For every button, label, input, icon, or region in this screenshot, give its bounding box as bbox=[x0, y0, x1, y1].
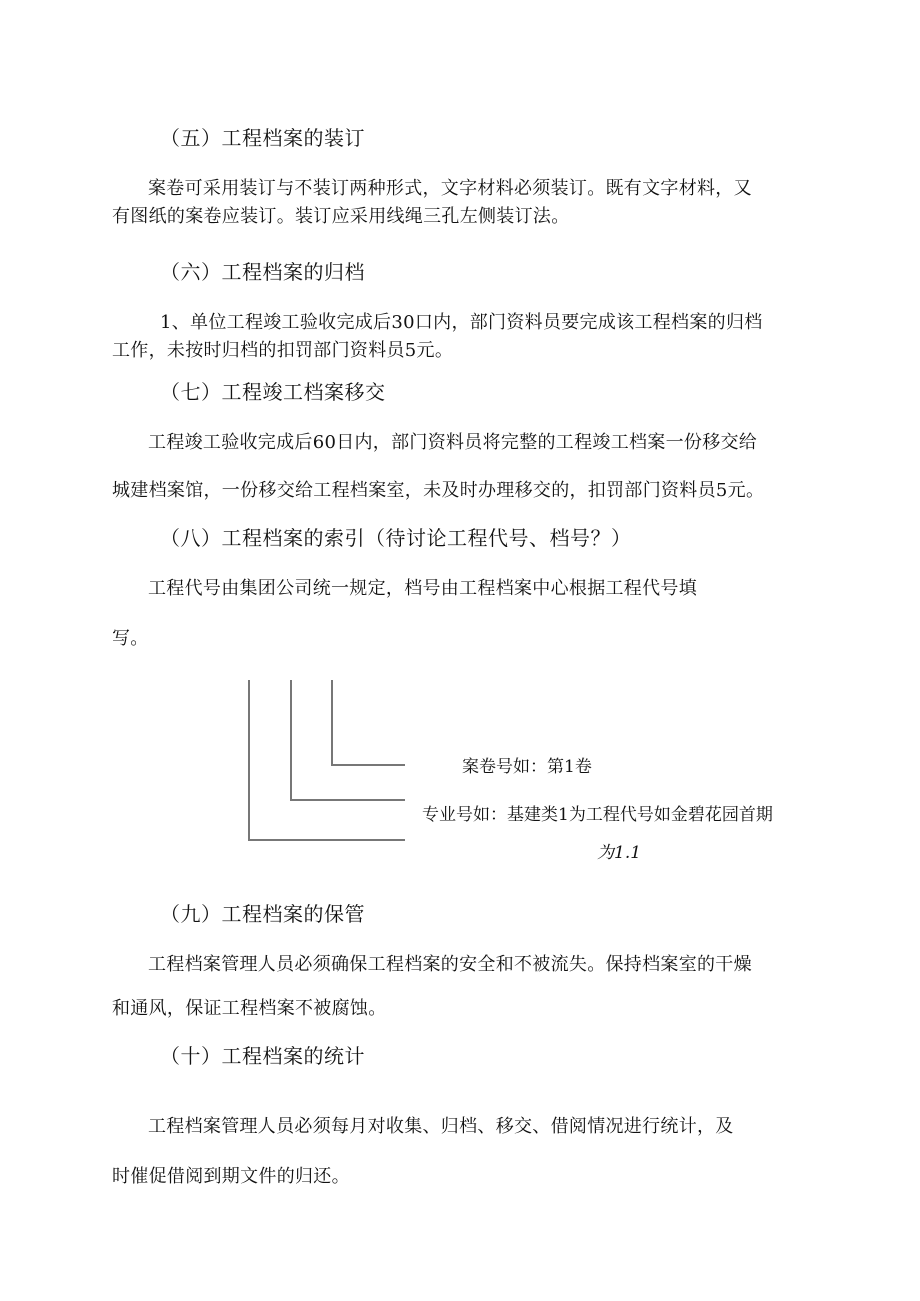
paragraph-line: 写。 bbox=[112, 628, 149, 649]
paragraph-line: 工程竣工验收完成后60日内，部门资料员将完整的工程竣工档案一份移交给 bbox=[148, 432, 758, 453]
paragraph-line: 和通风，保证工程档案不被腐蚀。 bbox=[112, 998, 387, 1019]
paragraph-line: 城建档案馆，一份移交给工程档案室，未及时办理移交的，扣罚部门资料员5元。 bbox=[112, 480, 765, 501]
specialty-number-label-cont: 为1.1 bbox=[597, 843, 642, 863]
paragraph-line: 1、单位工程竣工验收完成后30口内，部门资料员要完成该工程档案的归档 bbox=[160, 312, 763, 333]
volume-number-label: 案卷号如：第1卷 bbox=[462, 757, 592, 777]
outer-bracket-line bbox=[249, 680, 405, 840]
paragraph-line: 工作，未按时归档的扣罚部门资料员5元。 bbox=[112, 340, 454, 361]
section-heading-10: （十）工程档案的统计 bbox=[160, 1044, 365, 1068]
archive-code-diagram bbox=[240, 672, 820, 872]
paragraph-line: 时催促借阅到期文件的归还。 bbox=[112, 1166, 350, 1187]
section-heading-8: （八）工程档案的索引（待讨论工程代号、档号？） bbox=[160, 526, 632, 550]
paragraph-line: 工程代号由集团公司统一规定，档号由工程档案中心根据工程代号填 bbox=[148, 578, 697, 599]
section-heading-7: （七）工程竣工档案移交 bbox=[160, 380, 386, 404]
paragraph-line: 工程档案管理人员必须每月对收集、归档、移交、借阅情况进行统计，及 bbox=[148, 1116, 734, 1137]
paragraph-line: 工程档案管理人员必须确保工程档案的安全和不被流失。保持档案室的干燥 bbox=[148, 954, 752, 975]
inner-bracket-line bbox=[332, 680, 405, 765]
section-heading-5: （五）工程档案的装订 bbox=[160, 126, 365, 150]
section-heading-9: （九）工程档案的保管 bbox=[160, 902, 365, 926]
paragraph-line: 有图纸的案卷应装订。装订应采用线绳三孔左侧装订法。 bbox=[112, 206, 570, 227]
middle-bracket-line bbox=[291, 680, 405, 800]
section-heading-6: （六）工程档案的归档 bbox=[160, 260, 365, 284]
specialty-number-label: 专业号如：基建类1为工程代号如金碧花园首期 bbox=[422, 805, 773, 825]
paragraph-line: 案卷可采用装订与不装订两种形式，文字材料必须装订。既有文字材料，又 bbox=[148, 178, 752, 199]
